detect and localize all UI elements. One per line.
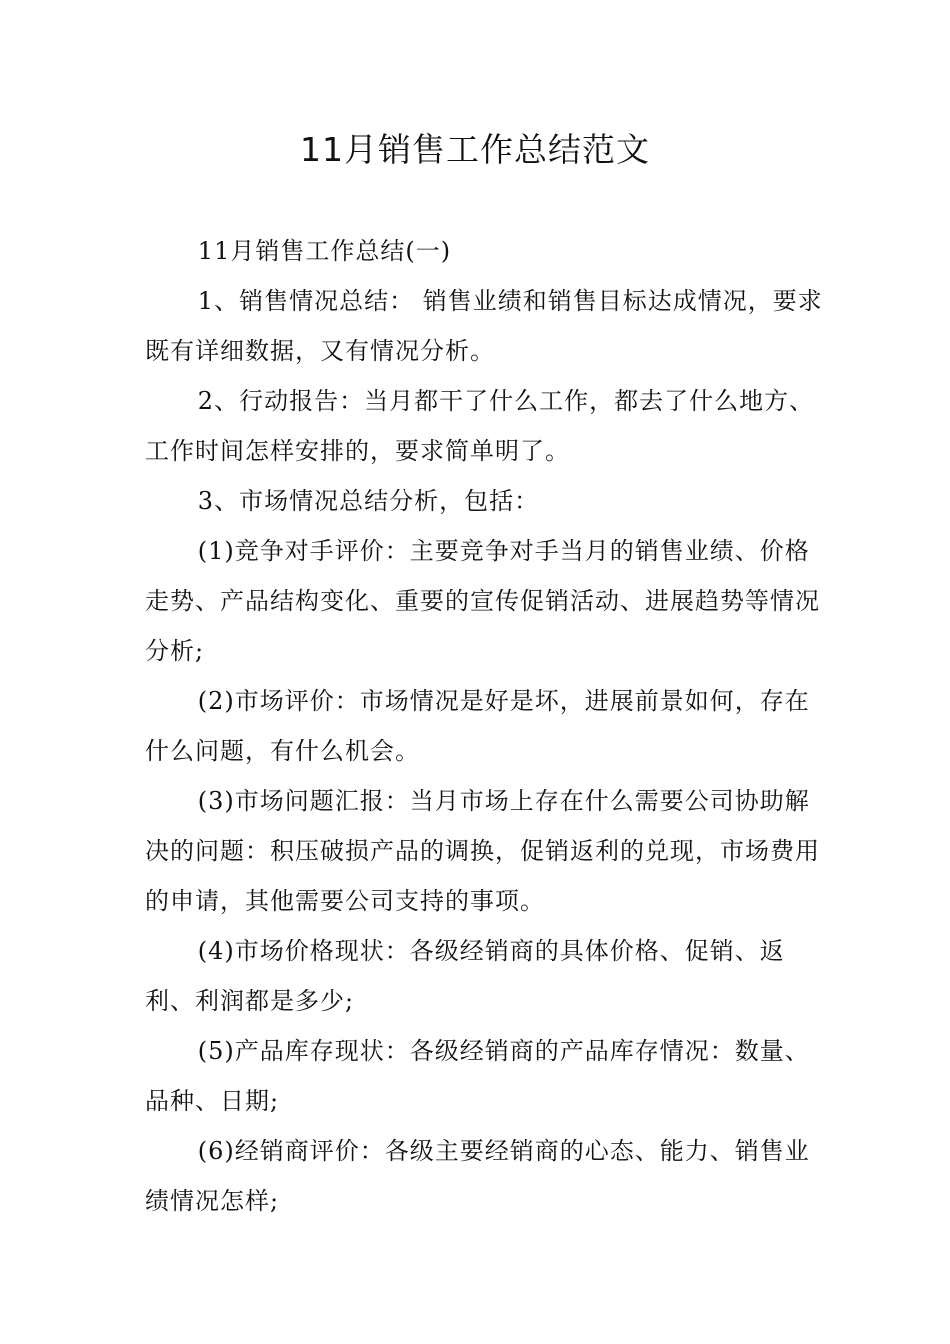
paragraph-market-analysis: 3、市场情况总结分析，包括：: [197, 487, 540, 515]
paragraph-sales-summary: 1、销售情况总结： 销售业绩和销售目标达成情况，要求既有详细数据，又有情况分析。: [145, 287, 823, 365]
paragraph-market-evaluation: (2)市场评价：市场情况是好是坏，进展前景如何，存在什么问题，有什么机会。: [145, 687, 810, 765]
document-title: 11月销售工作总结范文: [300, 130, 650, 169]
paragraph-market-price: (4)市场价格现状：各级经销商的具体价格、促销、返利、利润都是多少;: [145, 937, 785, 1015]
paragraph-market-issues: (3)市场问题汇报：当月市场上存在什么需要公司协助解决的问题：积压破损产品的调换，促销返利的兑现，市场费用的申请，其他需要公司支持的事项。: [145, 787, 820, 915]
paragraph-competitor-evaluation: (1)竞争对手评价：主要竞争对手当月的销售业绩、价格走势、产品结构变化、重要的宣传促销活动、进展趋势等情况分析;: [145, 537, 820, 665]
paragraph-action-report: 2、行动报告：当月都干了什么工作，都去了什么地方、工作时间怎样安排的，要求简单明了。: [145, 387, 815, 465]
document-body: [145, 226, 825, 1226]
paragraph-dealer-evaluation: (6)经销商评价：各级主要经销商的心态、能力、销售业绩情况怎样;: [145, 1137, 810, 1215]
paragraph-inventory: (5)产品库存现状：各级经销商的产品库存情况：数量、品种、日期;: [145, 1037, 810, 1115]
subtitle-paragraph: 11月销售工作总结(一): [197, 237, 452, 265]
